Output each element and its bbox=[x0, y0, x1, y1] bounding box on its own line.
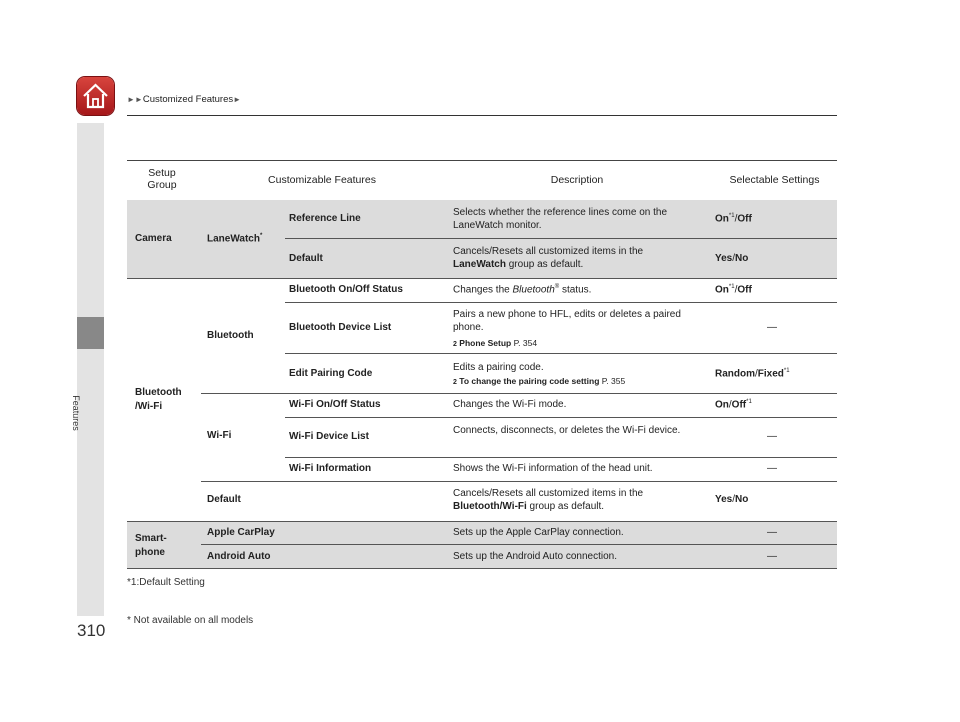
sidebar-label: Features bbox=[70, 395, 81, 431]
group-bluetooth-wifi: Bluetooth /Wi-Fi bbox=[135, 387, 182, 412]
col-settings: Selectable Settings bbox=[729, 174, 820, 186]
table-row: Android Auto bbox=[207, 551, 271, 562]
sidebar-tab[interactable] bbox=[77, 317, 104, 349]
ref-pairing-code[interactable]: 2 To change the pairing code setting P. 355 bbox=[453, 376, 626, 386]
feature-lanewatch: LaneWatch* bbox=[207, 233, 263, 245]
table-row: Bluetooth Device List bbox=[289, 322, 392, 333]
group-camera: Camera bbox=[135, 233, 172, 244]
table-row: Bluetooth On/Off Status bbox=[289, 284, 403, 295]
table-row: Default bbox=[207, 494, 241, 505]
ref-phone-setup[interactable]: 2 Phone Setup P. 354 bbox=[453, 338, 538, 348]
table-row: Reference Line bbox=[289, 213, 361, 224]
breadcrumb[interactable]: ►►Customized Features► bbox=[127, 94, 242, 105]
availability-note: * Not available on all models bbox=[127, 615, 254, 626]
group-smartphone: Smart- phone bbox=[135, 533, 167, 558]
table-row: Wi-Fi Device List bbox=[289, 431, 369, 442]
col-setup-group: Setup Group bbox=[147, 167, 177, 191]
feature-wifi: Wi-Fi bbox=[207, 430, 232, 441]
col-features: Customizable Features bbox=[268, 174, 376, 186]
feature-bluetooth: Bluetooth bbox=[207, 330, 254, 341]
table-row: Default bbox=[289, 253, 323, 264]
page-number: 310 bbox=[77, 621, 106, 640]
table-row: Wi-Fi On/Off Status bbox=[289, 399, 381, 410]
header-rule bbox=[127, 115, 837, 116]
table-row: Edit Pairing Code bbox=[289, 368, 373, 379]
table-row: Apple CarPlay bbox=[207, 527, 275, 538]
col-description: Description bbox=[550, 174, 604, 186]
footnote: *1:Default Setting bbox=[127, 577, 205, 588]
breadcrumb-label[interactable]: Customized Features bbox=[142, 94, 234, 105]
customization-table: Setup Group Customizable Features Description Selectable Settings Camera LaneWatch* Reference Line Selects whether the reference lines come on the LaneWatch monitor. On$^{*1}$/Off Default Cancels/Resets all customized items in the LaneWatch group as default. Yes/No Bluetooth /Wi-Fi Bluetooth Wi-Fi Bluetooth On/Off Status Changes the Bluetooth® status. On$^{*1}$/Off Bluetooth Device List Pairs a new phone to HFL, edits or deletes a paired phone. 2 Phone Setup P. 354 — Edit Pairing Code Edits a pairing code. 2 To change the pairing code setting P. 355 Random/Fixed$^{*1}$ Wi-Fi On/Off Status Changes the Wi-Fi mode. On/Off$^{*1}$ Wi-Fi Device List Connects, disconnects, or deletes the Wi-Fi device. — Wi-Fi Information Shows the Wi-Fi information of the head unit. — Default Cancels/Resets all customized items in the Bluetooth/Wi-Fi group as default. Yes/No Smart- phone Apple CarPlay Sets up the Apple CarPlay connection. — Android Auto Sets up the Android Auto connection. — bbox=[127, 160, 837, 201]
home-button[interactable] bbox=[77, 77, 114, 115]
table-row: Wi-Fi Information bbox=[289, 463, 372, 474]
home-icon bbox=[81, 82, 110, 110]
table-header bbox=[127, 160, 837, 201]
